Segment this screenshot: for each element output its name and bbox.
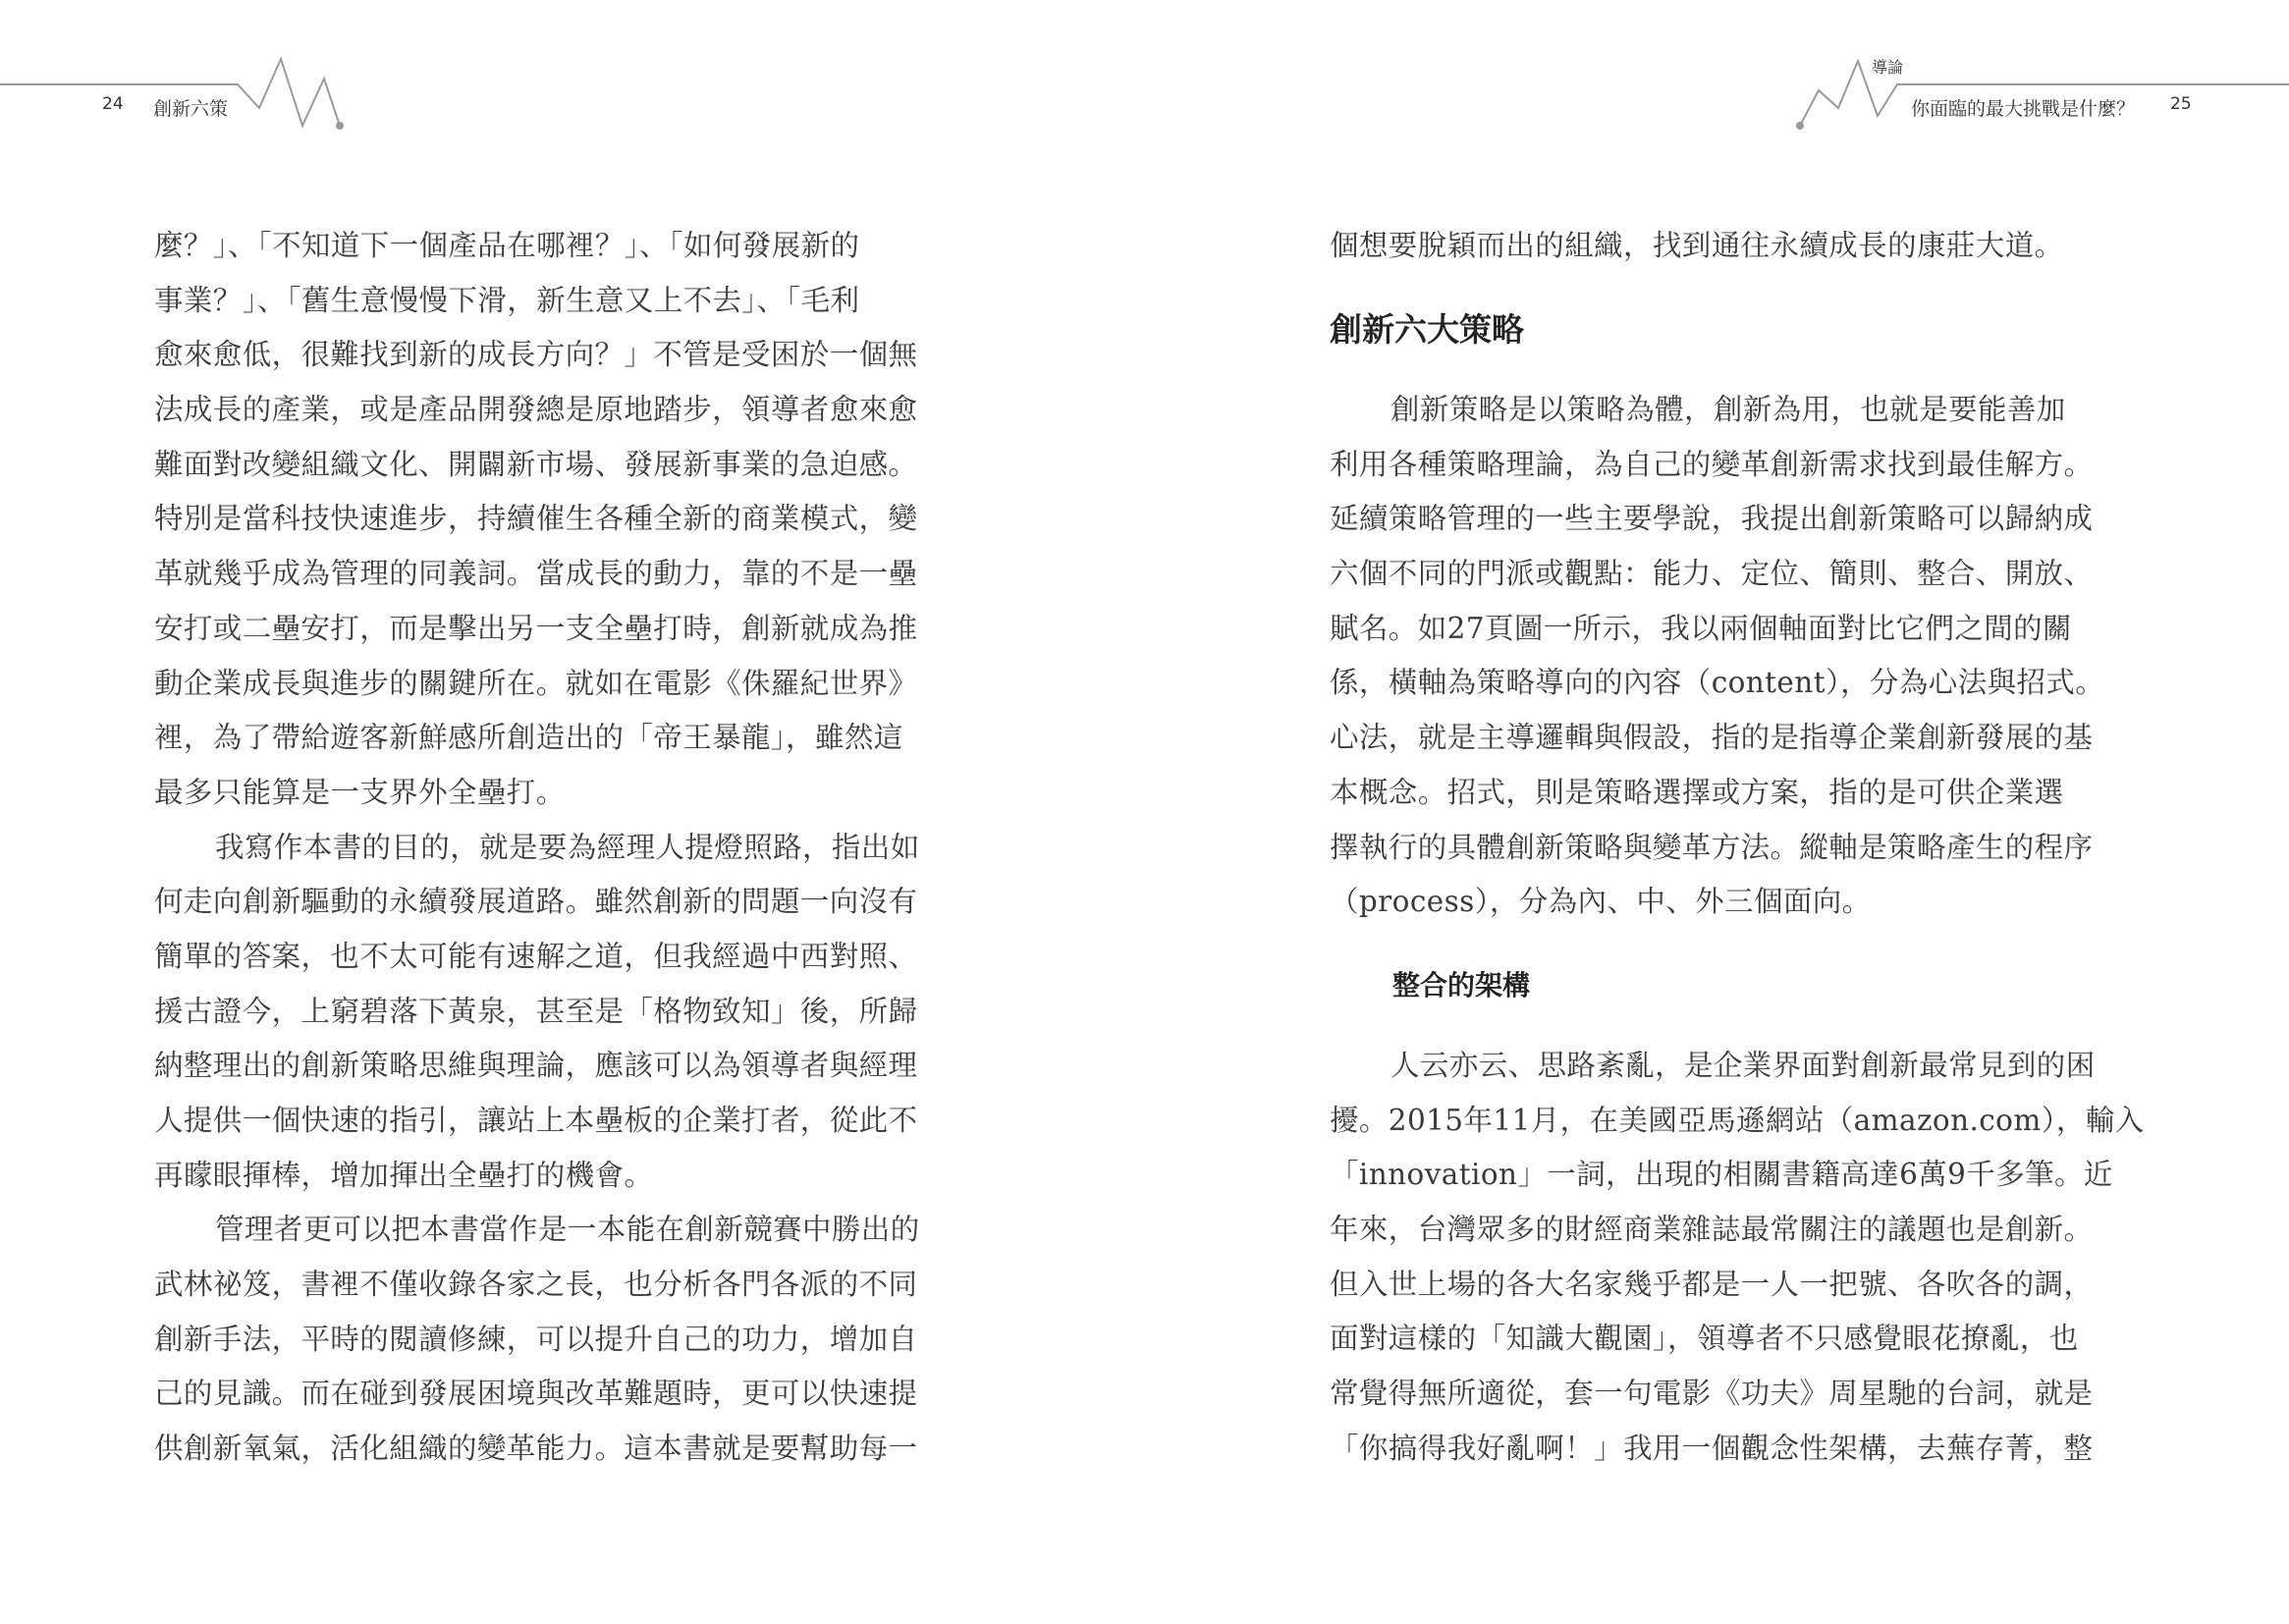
text-line: 創新手法，平時的閱讀修練，可以提升自己的功力，增加自	[154, 1322, 918, 1356]
text-line: 我寫作本書的目的，就是要為經理人提燈照路，指出如	[215, 830, 920, 864]
right-header-dot	[1796, 122, 1804, 130]
text-line: 六個不同的門派或觀點：能力、定位、簡則、整合、開放、	[1330, 557, 2094, 591]
text-line: 武林祕笈，書裡不僅收錄各家之長，也分析各門各派的不同	[154, 1268, 918, 1302]
text-line: 難面對改變組織文化、開闢新市場、發展新事業的急迫感。	[154, 447, 918, 481]
left-running-title: 創新六策	[153, 98, 229, 120]
right-intro-line	[1330, 219, 2145, 274]
text-line: 事業？」、「舊生意慢慢下滑，新生意又上不去」、「毛利	[154, 283, 860, 317]
text-line: 簡單的答案，也不太可能有速解之道，但我經過中西對照、	[154, 939, 918, 973]
text-line: 愈來愈低，很難找到新的成長方向？」不管是受困於一個無	[154, 338, 918, 372]
right-running-title: 你面臨的最大挑戰是什麼？	[1911, 98, 2136, 120]
text-line: 援古證今，上窮碧落下黃泉，甚至是「格物致知」後，所歸	[154, 994, 918, 1028]
text-line: 動企業成長與進步的關鍵所在。就如在電影《侏羅紀世界》	[154, 666, 918, 700]
text-line: 擇執行的具體創新策略與變革方法。縱軸是策略產生的程序	[1330, 830, 2094, 864]
text-line: 賦名。如27頁圖一所示，我以兩個軸面對比它們之間的關	[1330, 611, 2072, 645]
text-line: 常覺得無所適從，套一句電影《功夫》周星馳的台詞，就是	[1330, 1377, 2094, 1411]
text-line: 心法，就是主導邏輯與假設，指的是指導企業創新發展的基	[1330, 721, 2094, 755]
left-page-body	[154, 219, 969, 1477]
text-line: 裡，為了帶給遊客新鮮感所創造出的「帝王暴龍」，雖然這	[154, 721, 903, 755]
left-header-dot	[336, 122, 344, 130]
text-line: 何走向創新驅動的永續發展道路。雖然創新的問題一向沒有	[154, 885, 918, 919]
right-page-number: 25	[2170, 94, 2192, 114]
text-line: 安打或二壘安打，而是擊出另一支全壘打時，創新就成為推	[154, 611, 918, 645]
text-line: 年來，台灣眾多的財經商業雜誌最常關注的議題也是創新。	[1330, 1213, 2094, 1247]
text-line: 「你搞得我好亂啊！」我用一個觀念性架構，去蕪存菁，整	[1330, 1431, 2094, 1465]
right-paragraph-1	[1330, 383, 2145, 930]
text-line: 擾。2015年11月，在美國亞馬遜網站（amazon.com），輸入	[1330, 1103, 2145, 1137]
left-page-number: 24	[102, 94, 124, 114]
right-paragraph-2	[1330, 1039, 2145, 1477]
text-line: 創新策略是以策略為體，創新為用，也就是要能善加	[1390, 393, 2066, 426]
text-line: 面對這樣的「知識大觀園」，領導者不只感覺眼花撩亂，也	[1330, 1322, 2079, 1356]
text-line: 「innovation」一詞，出現的相關書籍高達6萬9千多筆。近	[1330, 1158, 2113, 1192]
text-line: 人云亦云、思路紊亂，是企業界面對創新最常見到的困	[1390, 1049, 2096, 1082]
text-line: 再矇眼揮棒，增加揮出全壘打的機會。	[154, 1158, 654, 1192]
right-part-label: 導論	[1872, 58, 1904, 77]
text-line: 最多只能算是一支界外全壘打。	[154, 775, 566, 809]
text-line: 本概念。招式，則是策略選擇或方案，指的是可供企業選	[1330, 775, 2064, 809]
text-line: 管理者更可以把本書當作是一本能在創新競賽中勝出的	[215, 1213, 920, 1247]
text-line: 延續策略管理的一些主要學說，我提出創新策略可以歸納成	[1330, 502, 2094, 536]
text-line: 己的見識。而在碰到發展困境與改革難題時，更可以快速提	[154, 1377, 918, 1411]
text-line: 供創新氧氣，活化組織的變革能力。這本書就是要幫助每一	[154, 1432, 918, 1466]
text-line: 但入世上場的各大名家幾乎都是一人一把號、各吹各的調，	[1330, 1267, 2094, 1301]
text-line: 人提供一個快速的指引，讓站上本壘板的企業打者，從此不	[154, 1104, 918, 1137]
text-line: 利用各種策略理論，為自己的變革創新需求找到最佳解方。	[1330, 447, 2094, 481]
subsection-heading: 整合的架構	[1392, 969, 1531, 1001]
text-line: 係，橫軸為策略導向的內容（content），分為心法與招式。	[1330, 666, 2105, 700]
text-line: 革就幾乎成為管理的同義詞。當成長的動力，靠的不是一壘	[154, 557, 918, 591]
text-line: 個想要脫穎而出的組織，找到通往永續成長的康莊大道。	[1330, 229, 2064, 262]
section-heading: 創新六大策略	[1330, 310, 1524, 349]
text-line: 麼？」、「不知道下一個產品在哪裡？」、「如何發展新的	[154, 229, 860, 262]
text-line: （process），分為內、中、外三個面向。	[1330, 885, 1872, 919]
text-line: 納整理出的創新策略思維與理論，應該可以為領導者與經理	[154, 1049, 918, 1083]
text-line: 特別是當科技快速進步，持續催生各種全新的商業模式，變	[154, 502, 918, 536]
text-line: 法成長的產業，或是產品開發總是原地踏步，領導者愈來愈	[154, 393, 918, 427]
